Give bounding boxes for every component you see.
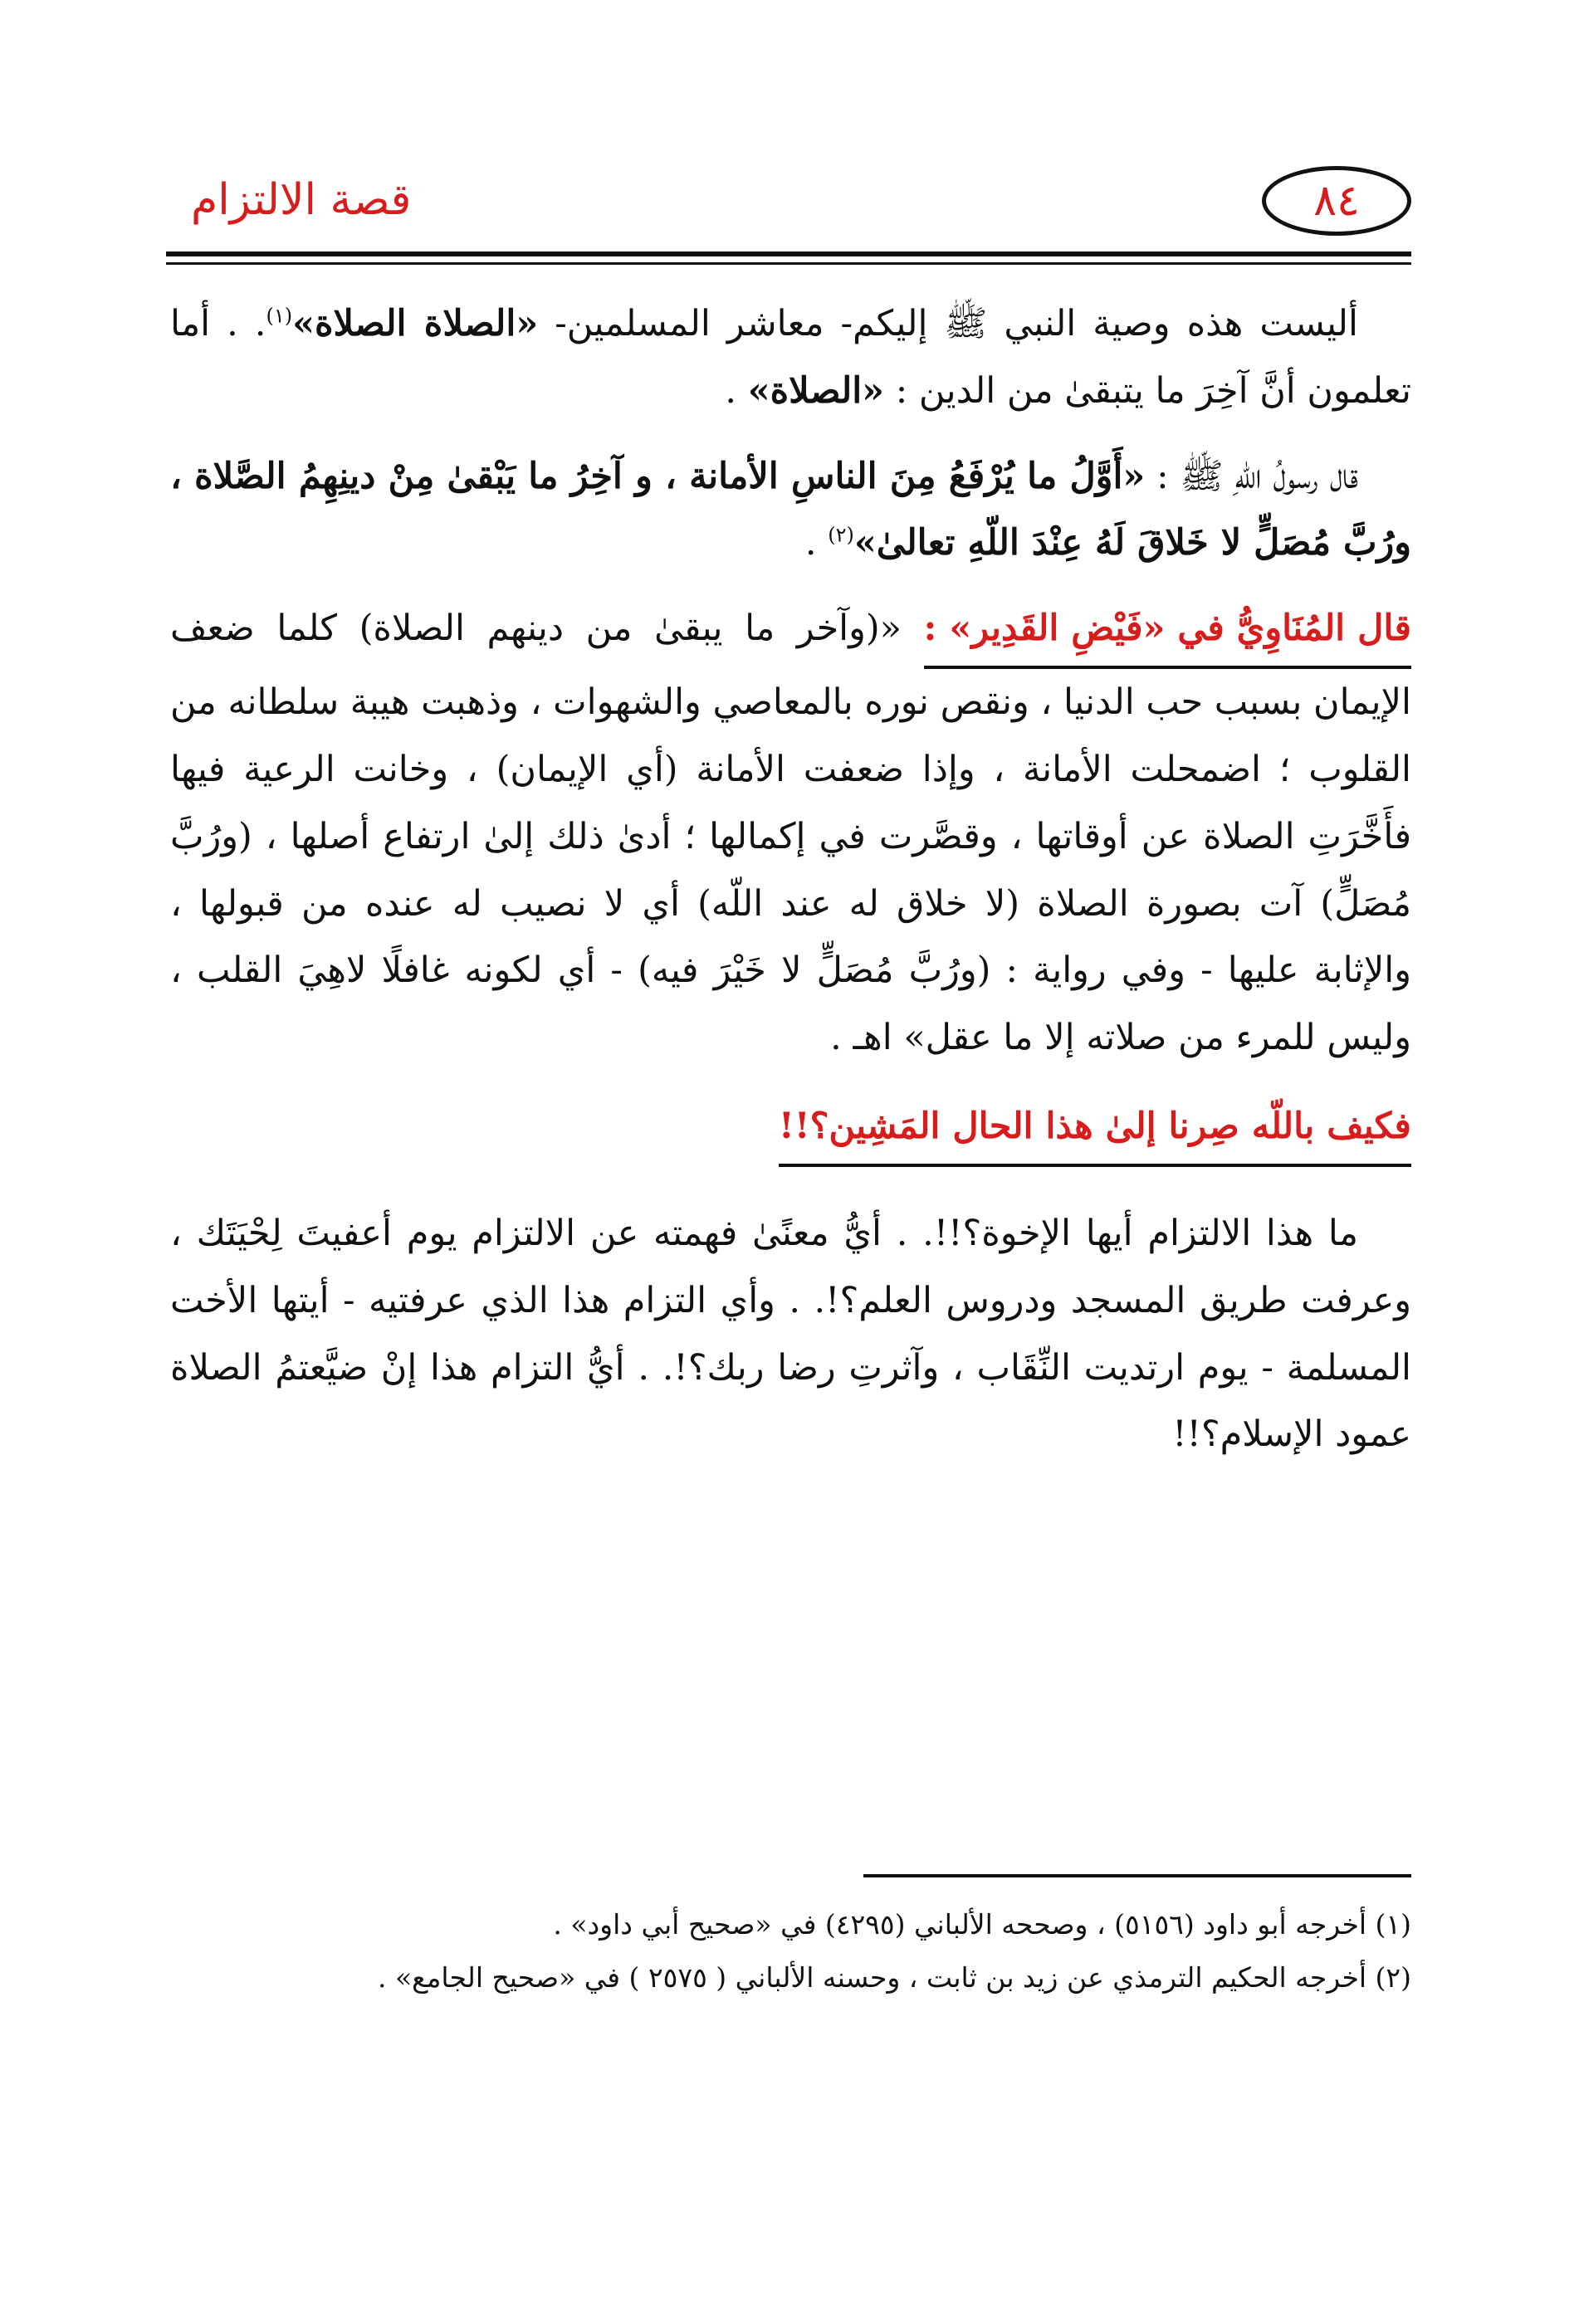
paragraph-4 <box>170 1200 1411 1468</box>
munawi-heading: قال المُنَاوِيُّ في «فَيْضِ القَدِير» : <box>924 595 1411 669</box>
p1-text-a: أليست هذه وصية النبي ﷺ إليكم- معاشر المسلمين- <box>538 303 1358 344</box>
p1-end: . <box>725 369 748 412</box>
header-rule-thin <box>166 262 1411 265</box>
page-number-badge <box>1262 166 1411 236</box>
p2-text-a: قال رسولُ اللّهِ ﷺ : <box>1145 455 1359 497</box>
header-rule-thick <box>166 251 1411 256</box>
section-heading-text: فكيف باللّه صِرنا إلىٰ هذا الحال المَشِين؟!! <box>779 1093 1411 1167</box>
p1-text-b: . . أما تعلمون أنَّ آخِرَ ما يتبقىٰ من الدين : <box>170 303 1411 412</box>
main-text <box>170 290 1411 1487</box>
section-heading <box>170 1093 1411 1167</box>
footnote-separator <box>863 1874 1411 1877</box>
page-number: ٨٤ <box>1313 176 1360 226</box>
p4-text: ما هذا الالتزام أيها الإخوة؟!!. . أيُّ معنًىٰ فهمته عن الالتزام يوم أعفيتَ لِحْيَتَك ، وعرفت طريق المسجد ودروس العلم؟!. . وأي التزام هذا الذي عرفتيه - أيتها الأخت المسلمة - يوم ارتديت النِّقَاب ، وآثرتِ رضا ربك؟!. . أيُّ التزام هذا إنْ ضيَّعتمُ الصلاة عمود الإسلام؟!! <box>170 1212 1411 1456</box>
p1-quote: «الصلاة الصلاة» <box>292 303 539 344</box>
page-header <box>174 158 1411 249</box>
footnote-2: (٢) أخرجه الحكيم الترمذي عن زيد بن ثابت ، وحسنه الألباني ( ٢٥٧٥ ) في «صحيح الجامع» . <box>378 1960 1411 1994</box>
footnote-1: (١) أخرجه أبو داود (٥١٥٦) ، وصححه الألباني (٤٢٩٥) في «صحيح أبي داود» . <box>553 1908 1411 1941</box>
paragraph-3 <box>170 595 1411 1072</box>
paragraph-2 <box>170 443 1411 578</box>
p2-end: . <box>804 522 829 564</box>
footnotes <box>170 1901 1411 2007</box>
p1-quote-2: «الصلاة» <box>747 369 885 412</box>
paragraph-1 <box>170 290 1411 425</box>
footnote-ref-1: (١) <box>266 304 293 328</box>
munawi-commentary: «(وآخر ما يبقىٰ من دينهم الصلاة) كلما ضعف الإيمان بسبب حب الدنيا ، ونقص نوره بالمعاصي والشهوات ، وذهبت هيبة سلطانه من القلوب ؛ اضمحلت الأمانة ، وإذا ضعفت الأمانة (أي الإيمان) ، وخانت الرعية فيها فأَخَّرَتِ الصلاة عن أوقاتها ، وقصَّرت في إكمالها ؛ أدىٰ ذلك إلىٰ ارتفاع أصلها ، (ورُبَّ مُصَلٍّ) آت بصورة الصلاة (لا خلاق له عند اللّه) أي لا نصيب له عنده من قبولها ، والإثابة عليها - وفي رواية : (ورُبَّ مُصَلٍّ لا خَيْرَ فيه) - أي لكونه غافلًا لاهِيَ القلب ، وليس للمرء من صلاته إلا ما عقل» اهـ . <box>170 608 1411 1059</box>
running-title: قصة الالتزام <box>191 175 412 225</box>
footnote-ref-2: (٢) <box>828 524 854 548</box>
hadith-quote: «أَوَّلُ ما يُرْفَعُ مِنَ الناسِ الأمانة ، و آخِرُ ما يَبْقىٰ مِنْ دينِهِمُ الصَّلاة ، ورُبَّ مُصَلٍّ لا خَلاقَ لَهُ عِنْدَ اللّهِ تعالىٰ» <box>170 455 1411 564</box>
